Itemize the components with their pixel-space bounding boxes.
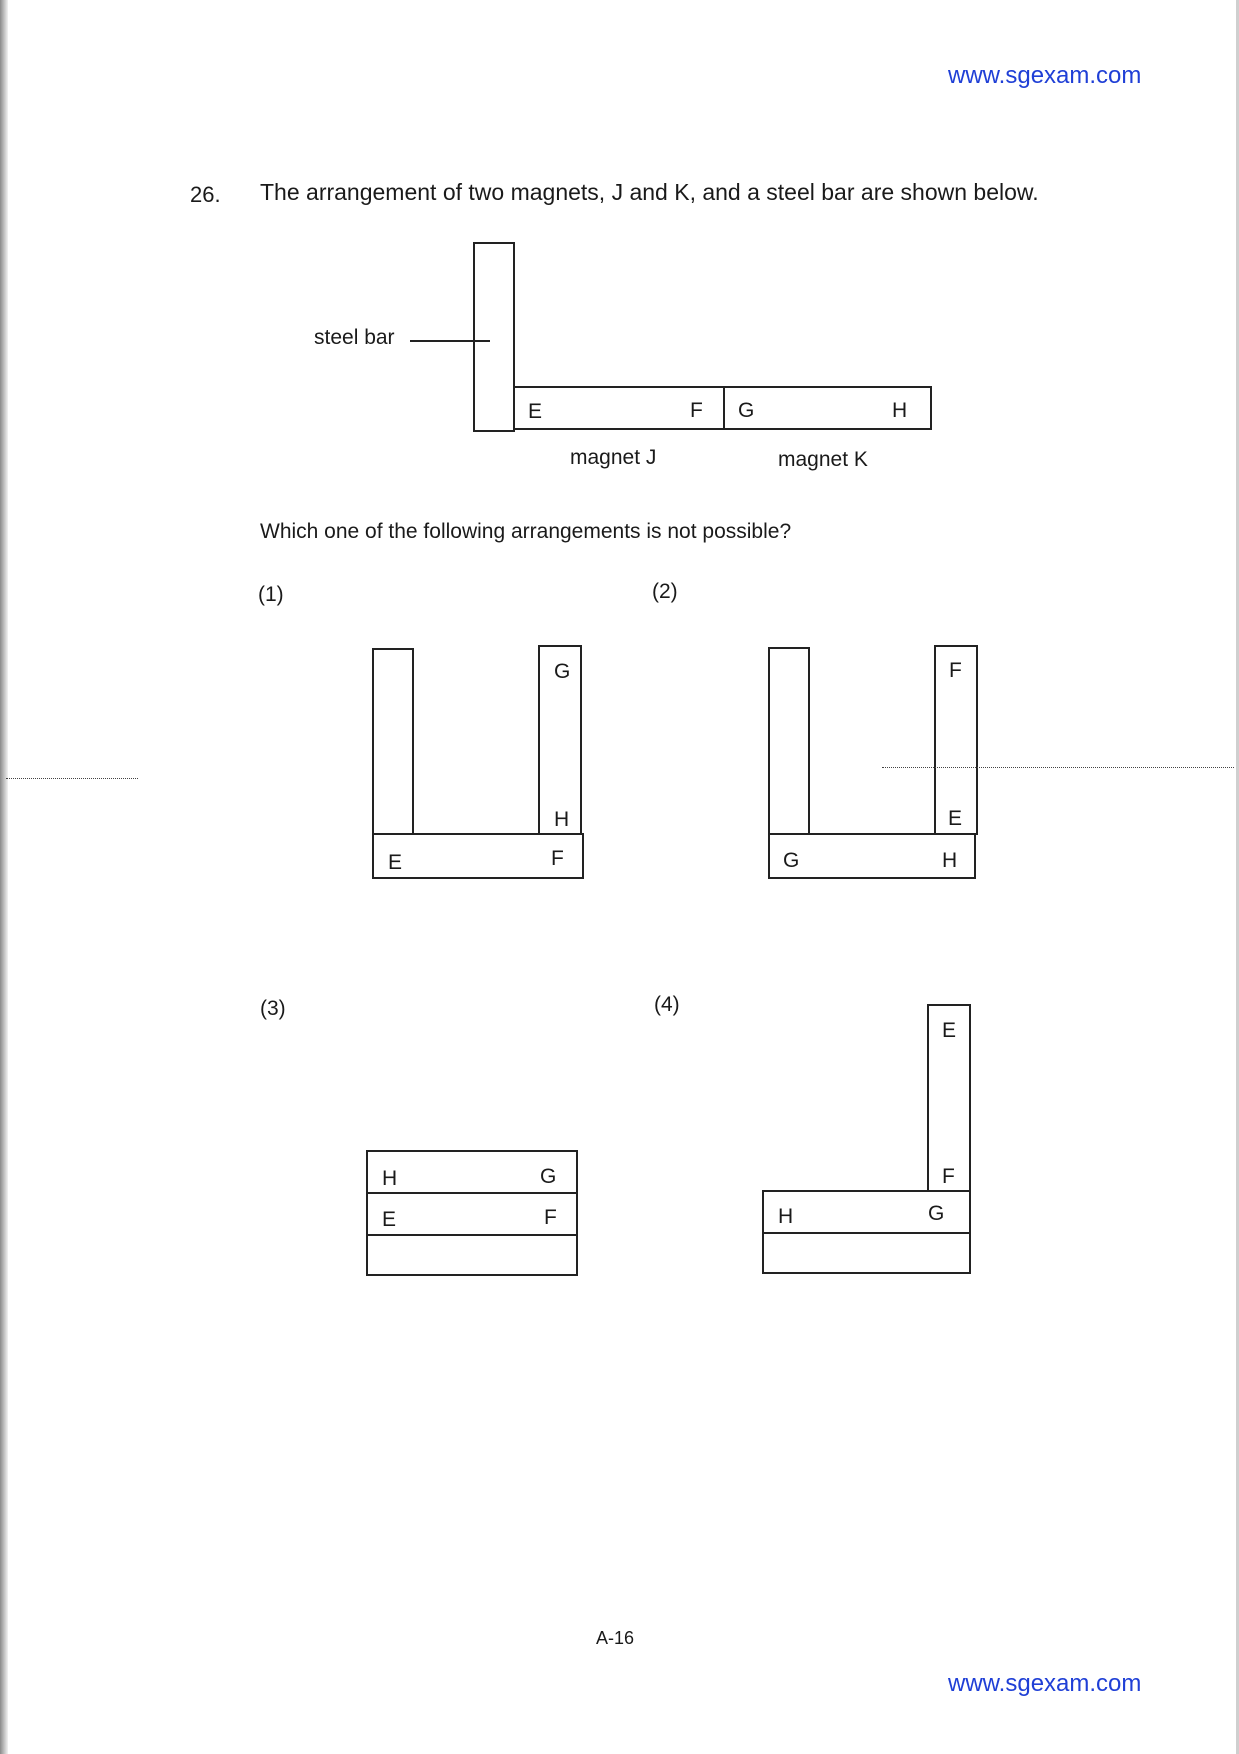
magnet-k-label: magnet K (778, 448, 868, 471)
scan-dotted-line-left (6, 778, 138, 779)
option-1-number[interactable]: (1) (258, 583, 284, 606)
question-text: The arrangement of two magnets, J and K, and a steel bar are shown below. (260, 179, 1039, 205)
option-3-middle-right-pole: F (544, 1206, 557, 1229)
option-4-vertical-bottom-pole: F (942, 1165, 955, 1188)
footer-website-link[interactable]: www.sgexam.com (948, 1670, 1142, 1697)
scan-dotted-line-right (882, 767, 1234, 768)
option-2-vertical-bottom-pole: E (948, 807, 963, 830)
scan-left-edge (0, 0, 8, 1754)
option-1-steel-bar (372, 648, 414, 836)
option-4-number[interactable]: (4) (654, 993, 680, 1016)
option-2-horizontal-right-pole: H (942, 849, 958, 872)
option-1-horizontal-left-pole: E (388, 851, 403, 874)
page-number: A-16 (596, 1628, 635, 1648)
magnet-k-pole-right: H (892, 399, 908, 422)
option-1-vertical-top-pole: G (554, 660, 571, 683)
option-1-horizontal-right-pole: F (551, 847, 564, 870)
steel-bar (473, 242, 515, 432)
option-4-steel-bar (762, 1232, 971, 1274)
option-3-top-right-pole: G (540, 1165, 557, 1188)
steel-bar-label: steel bar (314, 326, 395, 349)
option-2-number[interactable]: (2) (652, 580, 678, 603)
option-3-middle-left-pole: E (382, 1208, 397, 1231)
steel-bar-pointer-line (410, 340, 490, 342)
magnet-k-pole-left: G (738, 399, 755, 422)
question-number: 26. (190, 182, 221, 207)
option-4-horizontal-left-pole: H (778, 1205, 794, 1228)
option-2-horizontal-left-pole: G (783, 849, 800, 872)
option-4-horizontal-right-pole: G (928, 1202, 945, 1225)
question-prompt: Which one of the following arrangements is not possible? (260, 520, 792, 543)
header-website-link[interactable]: www.sgexam.com (948, 62, 1142, 89)
magnet-j-label: magnet J (570, 446, 657, 469)
option-2-steel-bar (768, 647, 810, 836)
option-3-steel-bar (366, 1234, 578, 1276)
magnet-j-pole-right: F (690, 399, 703, 422)
option-3-top-left-pole: H (382, 1167, 398, 1190)
magnet-j-pole-left: E (528, 400, 543, 423)
option-1-vertical-bottom-pole: H (554, 808, 570, 831)
option-2-vertical-top-pole: F (949, 659, 962, 682)
option-4-vertical-top-pole: E (942, 1019, 957, 1042)
option-3-number[interactable]: (3) (260, 997, 286, 1020)
